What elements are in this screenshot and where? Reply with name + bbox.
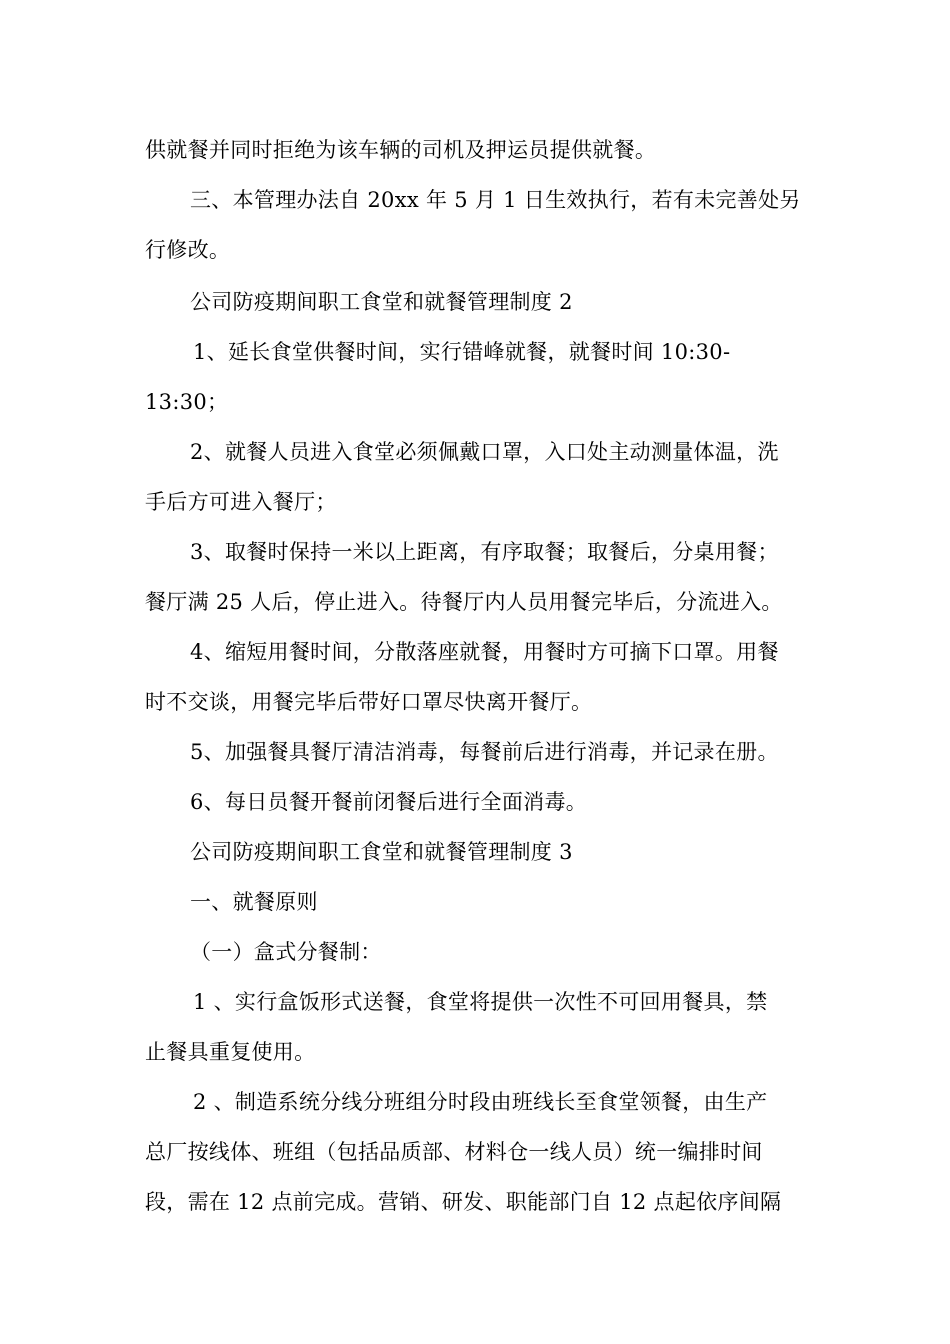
text-line: 段，需在 12 点前完成。营销、研发、职能部门自 12 点起依序间隔 <box>145 1190 782 1214</box>
text-line: 手后方可进入餐厅； <box>145 490 337 514</box>
text-line: 1、延长食堂供餐时间，实行错峰就餐，就餐时间 10:30- <box>193 340 731 364</box>
text-line: 行修改。 <box>145 238 231 262</box>
text-line: 供就餐并同时拒绝为该车辆的司机及押运员提供就餐。 <box>145 138 657 162</box>
text-line: 三、本管理办法自 20xx 年 5 月 1 日生效执行，若有未完善处另 <box>190 188 801 212</box>
text-line: 5、加强餐具餐厅清洁消毒，每餐前后进行消毒，并记录在册。 <box>190 740 779 764</box>
text-line: 3、取餐时保持一米以上距离，有序取餐；取餐后，分桌用餐； <box>190 540 779 564</box>
section-heading: 公司防疫期间职工食堂和就餐管理制度 3 <box>190 840 573 864</box>
text-line: 6、每日员餐开餐前闭餐后进行全面消毒。 <box>190 790 588 814</box>
subheading: （一）盒式分餐制： <box>190 940 382 964</box>
text-line: 1 、实行盒饭形式送餐，食堂将提供一次性不可回用餐具，禁 <box>193 990 768 1014</box>
subheading: 一、就餐原则 <box>190 890 318 914</box>
text-line: 总厂按线体、班组（包括品质部、材料仓一线人员）统一编排时间 <box>145 1140 763 1164</box>
text-line: 2、就餐人员进入食堂必须佩戴口罩，入口处主动测量体温，洗 <box>190 440 779 464</box>
section-heading: 公司防疫期间职工食堂和就餐管理制度 2 <box>190 290 573 314</box>
text-line: 13:30； <box>145 390 229 414</box>
text-line: 4、缩短用餐时间，分散落座就餐，用餐时方可摘下口罩。用餐 <box>190 640 779 664</box>
text-line: 餐厅满 25 人后，停止进入。待餐厅内人员用餐完毕后，分流进入。 <box>145 590 783 614</box>
text-line: 2 、制造系统分线分班组分时段由班线长至食堂领餐，由生产 <box>193 1090 768 1114</box>
text-line: 时不交谈，用餐完毕后带好口罩尽快离开餐厅。 <box>145 690 593 714</box>
text-line: 止餐具重复使用。 <box>145 1040 316 1064</box>
